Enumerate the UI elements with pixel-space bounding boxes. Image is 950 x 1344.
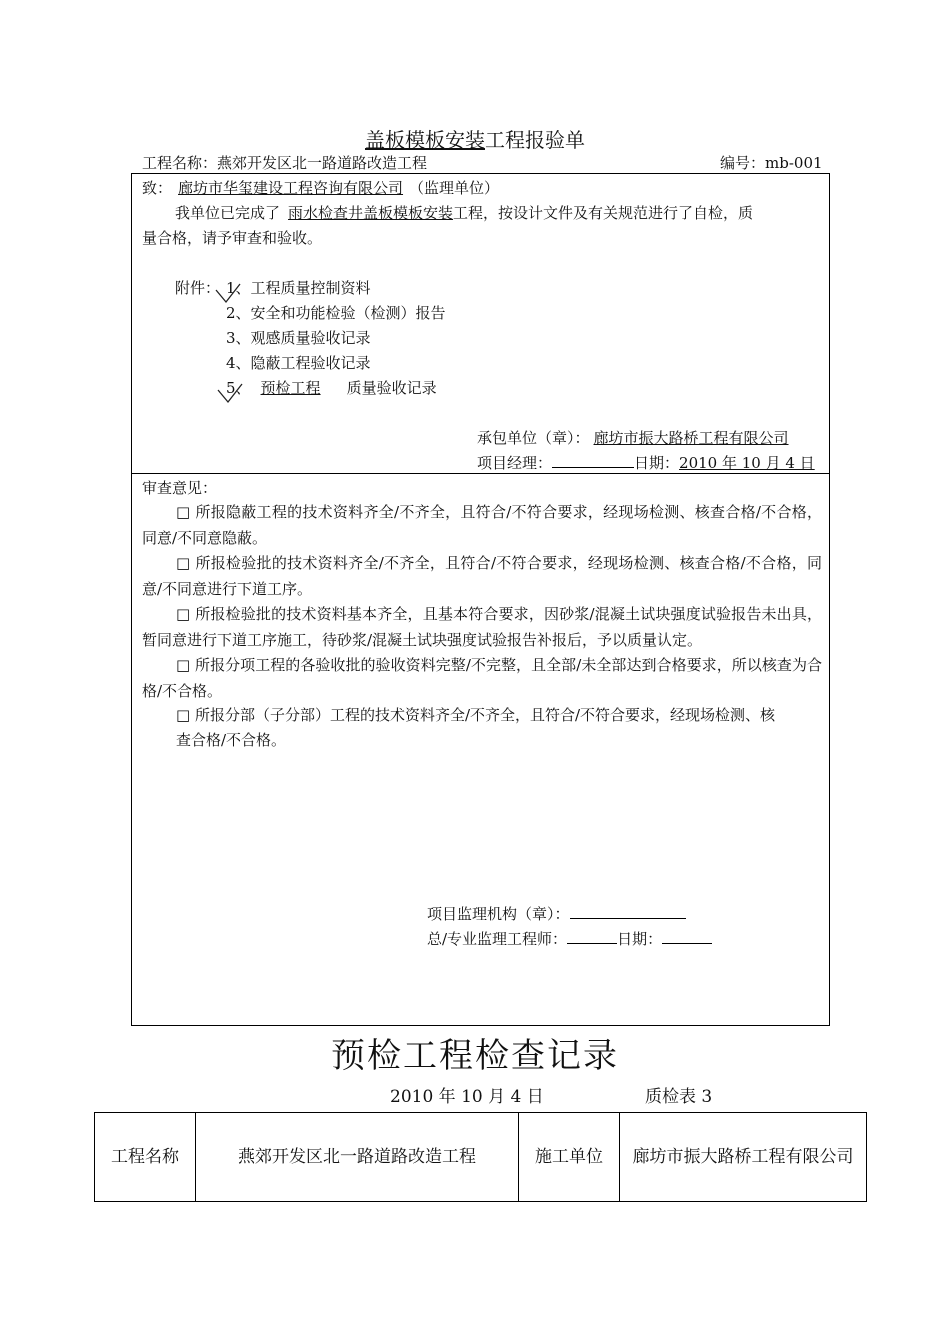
to-suffix: （监理单位） xyxy=(409,179,500,197)
form2-date: 2010 年 10 月 4 日 xyxy=(390,1087,544,1107)
form1-title-underlined: 盖板模板安装 xyxy=(365,128,485,152)
supervision-org-label: 项目监理机构（章）： xyxy=(427,905,570,923)
attachment-5 xyxy=(226,376,437,401)
supervision-org-line xyxy=(427,902,686,927)
contractor-line xyxy=(477,426,789,451)
review-item-1 xyxy=(142,500,822,551)
manager-blank xyxy=(552,451,634,468)
review-item-3-text: □ 所报检验批的技术资料基本齐全，且基本符合要求，因砂浆/混凝土试块强度试验报告未出具，暂同意进行下道工序施工，待砂浆/混凝土试块强度试验报告补报后，予以质量认定。 xyxy=(142,605,822,649)
project-name-header xyxy=(142,152,427,173)
review-item-3 xyxy=(142,602,822,653)
supervision-org-blank xyxy=(570,902,686,919)
body-prefix: 我单位已完成了 xyxy=(175,204,281,222)
review-item-2 xyxy=(142,551,822,602)
engineer-line xyxy=(427,927,712,952)
to-label: 致： xyxy=(142,179,173,197)
builder-value-cell: 廊坊市振大路桥工程有限公司 xyxy=(620,1113,867,1202)
to-line xyxy=(142,176,499,201)
checkmark-icon xyxy=(216,380,246,406)
form1-title xyxy=(0,124,950,153)
review-label: 审查意见： xyxy=(142,479,218,497)
project-label-cell: 工程名称 xyxy=(95,1113,196,1202)
attachment-2: 2、安全和功能检验（检测）报告 xyxy=(226,304,446,322)
review-item-1-text: □ 所报隐蔽工程的技术资料齐全/不齐全，且符合/不符合要求，经现场检测、核查合格/不合格，同意/不同意隐蔽。 xyxy=(142,503,822,547)
engineer-blank xyxy=(567,927,617,944)
review-item-5-line2: 查合格/不合格。 xyxy=(176,731,287,749)
number-header xyxy=(720,152,823,173)
checkmark-icon xyxy=(214,280,244,306)
form2-table-code: 质检表 3 xyxy=(645,1087,713,1107)
attachment-5-fill: 预检工程 xyxy=(260,379,321,397)
review-item-5-line1: □ 所报分部（子分部）工程的技术资料齐全/不齐全，且符合/不符合要求，经现场检测、核 xyxy=(176,706,776,724)
number-label: 编号： xyxy=(720,154,766,172)
body-line1 xyxy=(175,201,753,226)
project-label: 工程名称： xyxy=(142,154,218,172)
body-line2: 量合格，请予审查和验收。 xyxy=(142,229,323,247)
attachment-5-num: 5、 xyxy=(226,379,251,397)
contractor-label: 承包单位（章）： xyxy=(477,429,590,447)
contractor-value: 廊坊市振大路桥工程有限公司 xyxy=(593,429,789,447)
date-label: 日期： xyxy=(634,454,680,472)
to-unit: 廊坊市华玺建设工程咨询有限公司 xyxy=(178,179,404,197)
number-value: mb-001 xyxy=(765,154,823,172)
table-row xyxy=(95,1113,867,1202)
engineer-date-blank xyxy=(662,927,712,944)
engineer-label: 总/专业监理工程师： xyxy=(427,930,568,948)
form2-title: 预检工程检查记录 xyxy=(331,1036,619,1076)
body-line1-rest: 工程，按设计文件及有关规范进行了自检，质 xyxy=(453,204,754,222)
review-item-2-text: □ 所报检验批的技术资料齐全/不齐全，且符合/不符合要求，经现场检测、核查合格/不合格，同意/不同意进行下道工序。 xyxy=(142,554,822,598)
review-item-4 xyxy=(142,653,822,704)
manager-line xyxy=(477,451,815,476)
attachment-4: 4、隐蔽工程验收记录 xyxy=(226,354,371,372)
attach-label: 附件： xyxy=(175,279,221,297)
attachment-3: 3、观感质量验收记录 xyxy=(226,329,371,347)
body-work: 雨水检查井盖板模板安装 xyxy=(288,204,454,222)
project-value-cell: 燕郊开发区北一路道路改造工程 xyxy=(196,1113,519,1202)
builder-label-cell: 施工单位 xyxy=(519,1113,620,1202)
engineer-date-label: 日期： xyxy=(617,930,663,948)
attachment-1: 1、工程质量控制资料 xyxy=(226,279,371,297)
form1-title-rest: 工程报验单 xyxy=(485,128,585,152)
project-name: 燕郊开发区北一路道路改造工程 xyxy=(217,154,428,172)
form2-table xyxy=(94,1112,867,1202)
date-value: 2010 年 10 月 4 日 xyxy=(679,454,815,472)
manager-label: 项目经理： xyxy=(477,454,553,472)
review-item-4-text: □ 所报分项工程的各验收批的验收资料完整/不完整，且全部/未全部达到合格要求，所以核查为合格/不合格。 xyxy=(142,656,822,700)
attachment-5-rest: 质量验收记录 xyxy=(346,379,437,397)
